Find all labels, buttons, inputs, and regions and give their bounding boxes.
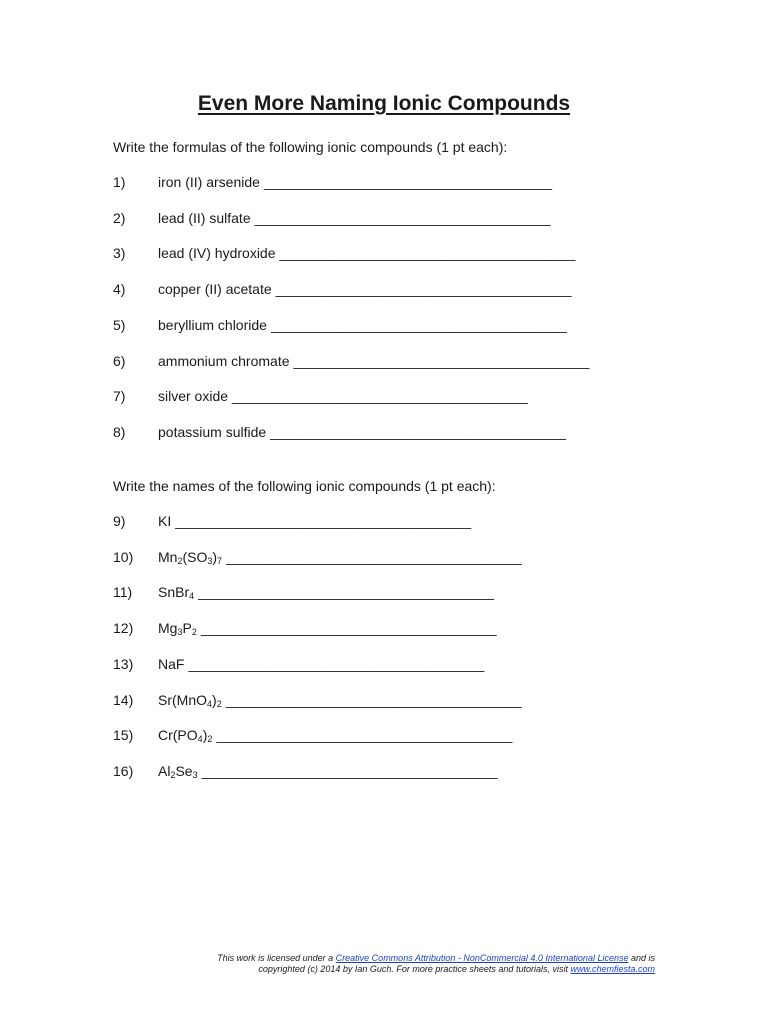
question-number: 8)	[113, 423, 126, 440]
section1-instruction: Write the formulas of the following ionic compounds (1 pt each):	[113, 139, 508, 155]
formula-subscript: 3	[192, 769, 198, 780]
compound-formula: $Cr(PO_4)_2$	[158, 727, 213, 745]
compound-formula: NaF	[158, 655, 185, 672]
question-row	[113, 243, 575, 263]
formula-subscript: 3	[177, 627, 183, 638]
answer-blank[interactable]: ______________________________________	[188, 655, 485, 672]
question-row	[113, 279, 572, 299]
compound-name: lead (IV) hydroxide	[158, 245, 276, 262]
answer-blank[interactable]: ______________________________________	[270, 423, 567, 440]
question-row	[113, 386, 528, 406]
question-number: 13)	[113, 655, 134, 672]
question-number: 6)	[113, 352, 126, 369]
question-number: 9)	[113, 513, 126, 529]
question-row	[113, 422, 566, 442]
answer-blank[interactable]: ______________________________________	[293, 352, 590, 369]
question-row	[113, 208, 550, 228]
compound-formula: $Mn_2(SO_3)_7$	[158, 548, 223, 566]
question-number: 5)	[113, 316, 126, 333]
question-row	[113, 690, 522, 710]
worksheet-title: Even More Naming Ionic Compounds	[197, 92, 571, 115]
formula-subscript: 2	[216, 698, 222, 709]
question-number: 7)	[113, 388, 126, 405]
question-row	[113, 172, 552, 192]
compound-name: silver oxide	[158, 388, 229, 405]
answer-blank[interactable]: ______________________________________	[201, 762, 498, 779]
section2-instruction: Write the names of the following ionic compounds (1 pt each):	[113, 478, 496, 494]
formula-subscript: 2	[207, 734, 213, 745]
answer-blank[interactable]: ______________________________________	[254, 209, 551, 226]
question-row	[113, 511, 471, 531]
footer-text-1: This work is licensed under a	[217, 953, 336, 963]
formula-subscript: 4	[207, 698, 213, 709]
compound-formula: SnBr$_4$	[158, 584, 195, 602]
formula-subscript: 2	[170, 769, 176, 780]
answer-blank[interactable]: _____________________________________	[263, 174, 553, 190]
question-number: 3)	[113, 245, 126, 262]
answer-blank[interactable]: ______________________________________	[270, 316, 567, 333]
answer-blank[interactable]: ______________________________________	[198, 584, 495, 601]
footer-text-2: and is	[628, 953, 655, 963]
answer-blank[interactable]: ______________________________________	[232, 388, 528, 405]
question-number: 14)	[113, 691, 134, 708]
question-number: 1)	[113, 174, 126, 190]
answer-blank[interactable]: ______________________________________	[226, 548, 522, 565]
question-number: 12)	[113, 620, 134, 637]
compound-name: ammonium chromate	[158, 352, 290, 369]
footer-text-3: copyrighted (c) 2014 by Ian Guch. For more practice sheets and tutorials, visit	[258, 964, 571, 974]
question-number: 11)	[113, 584, 133, 601]
compound-formula: $Al_2Se_3$	[158, 762, 198, 780]
formula-subscript: 7	[217, 555, 223, 566]
answer-blank[interactable]: ______________________________________	[200, 620, 497, 637]
license-link[interactable]: Creative Commons Attribution - NonCommercial 4.0 International License	[335, 953, 629, 963]
question-row	[113, 654, 484, 674]
chemfiesta-link[interactable]: www.chemfiesta.com	[570, 964, 655, 974]
question-row	[113, 761, 497, 781]
answer-blank[interactable]: ______________________________________	[275, 281, 572, 298]
license-footer	[120, 953, 655, 975]
question-number: 4)	[113, 281, 126, 298]
compound-name: potassium sulfide	[158, 423, 267, 440]
question-number: 15)	[113, 727, 134, 744]
compound-formula: $Sr(MnO_4)_2$	[158, 691, 222, 709]
compound-formula: KI	[158, 513, 172, 529]
question-number: 2)	[113, 209, 126, 226]
compound-name: beryllium chloride	[158, 316, 267, 333]
answer-blank[interactable]: ______________________________________	[216, 727, 513, 744]
compound-name: lead (II) sulfate	[158, 209, 251, 226]
question-row	[113, 725, 512, 745]
formula-subscript: 2	[177, 555, 183, 566]
answer-blank[interactable]: ______________________________________	[175, 513, 472, 529]
question-row	[113, 315, 567, 335]
question-row	[113, 547, 522, 567]
compound-name: iron (II) arsenide	[158, 174, 260, 190]
question-row	[113, 618, 497, 638]
formula-subscript: 2	[191, 627, 197, 638]
compound-formula: $Mg_3P_2$	[158, 620, 197, 638]
question-row	[113, 351, 589, 371]
question-number: 16)	[113, 762, 134, 779]
compound-name: copper (II) acetate	[158, 281, 272, 298]
answer-blank[interactable]: ______________________________________	[225, 691, 522, 708]
formula-subscript: 4	[189, 591, 195, 602]
formula-subscript: 4	[197, 734, 203, 745]
question-row	[113, 582, 494, 602]
answer-blank[interactable]: ______________________________________	[279, 245, 576, 262]
formula-subscript: 3	[207, 555, 213, 566]
question-number: 10)	[113, 548, 134, 565]
